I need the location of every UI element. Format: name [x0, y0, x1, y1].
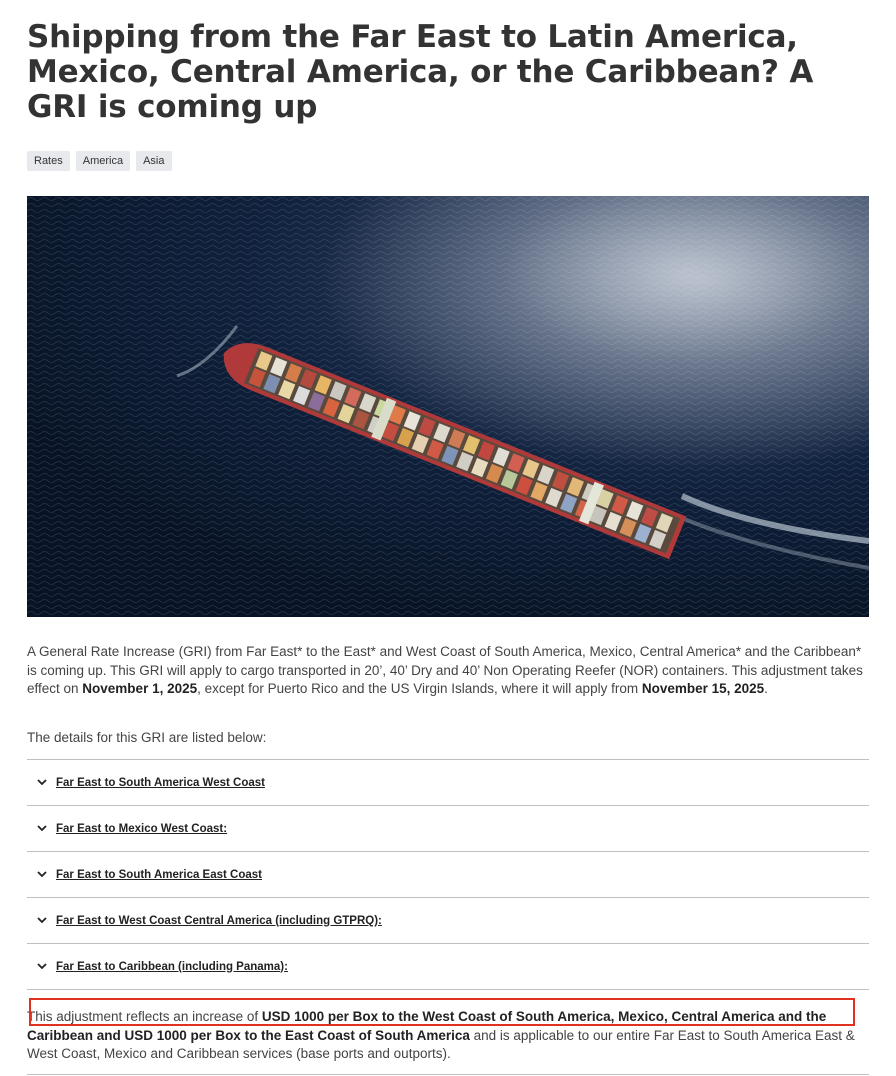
tag-asia[interactable]: Asia [136, 151, 171, 171]
tag-america[interactable]: America [76, 151, 130, 171]
accordion-item-central-america-west-coast[interactable] [27, 898, 869, 944]
effective-date: November 1, 2025 [82, 681, 198, 696]
divider [27, 1074, 869, 1075]
summary-increase-amount: USD 1000 per Box to the West Coast of South America, Mexico, Central America and the Caribbean and USD 1000 per Box to the East Coast of South America [27, 1009, 827, 1043]
container-ship-image [27, 196, 869, 617]
accordion-item-south-america-west-coast[interactable] [27, 760, 869, 806]
summary-text-part2: and is applicable to our entire Far East to South America East & West Coast, Mexico and Caribbean services (base ports and outports). [27, 1027, 855, 1061]
chevron-down-icon [36, 915, 48, 927]
accordion-label[interactable]: Far East to Caribbean (including Panama): [56, 960, 288, 973]
accordion-label[interactable]: Far East to South America East Coast [56, 868, 262, 881]
chevron-down-icon [36, 823, 48, 835]
accordion-item-caribbean[interactable] [27, 944, 869, 990]
chevron-down-icon [36, 961, 48, 973]
accordion-label[interactable]: Far East to Mexico West Coast: [56, 822, 228, 835]
accordion-item-south-america-east-coast[interactable] [27, 852, 869, 898]
accordion-label[interactable]: Far East to West Coast Central America (including GTPRQ): [56, 914, 382, 927]
details-intro: The details for this GRI are listed below: [27, 730, 267, 745]
chevron-down-icon [36, 869, 48, 881]
accordion-item-mexico-west-coast[interactable] [27, 806, 869, 852]
tag-list [27, 151, 172, 171]
gri-details-accordion [27, 759, 869, 990]
intro-text-part3: . [764, 681, 768, 696]
effective-date-puerto-rico: November 15, 2025 [641, 681, 765, 696]
intro-text-part1: A General Rate Increase (GRI) from Far East* to the East* and West Coast of South America, Mexico, Central America* and the Caribbean* is coming up. This GRI will apply to cargo transported in 20’, 40’ Dry and 40’ Non Operating Reefer (NOR) containers. This adjustment takes effect on [27, 644, 863, 696]
tag-rates[interactable]: Rates [27, 151, 70, 171]
intro-paragraph [27, 643, 869, 699]
summary-text-part1: This adjustment reflects an increase of [27, 1009, 262, 1024]
hero-image-container-ship [27, 196, 869, 617]
chevron-down-icon [36, 777, 48, 789]
summary-paragraph [27, 1008, 869, 1064]
page-title: Shipping from the Far East to Latin America, Mexico, Central America, or the Caribbean? A GRI is coming up [27, 19, 814, 125]
intro-text-part2: , except for Puerto Rico and the US Virgin Islands, where it will apply from [197, 681, 642, 696]
accordion-label[interactable]: Far East to South America West Coast [56, 776, 265, 789]
